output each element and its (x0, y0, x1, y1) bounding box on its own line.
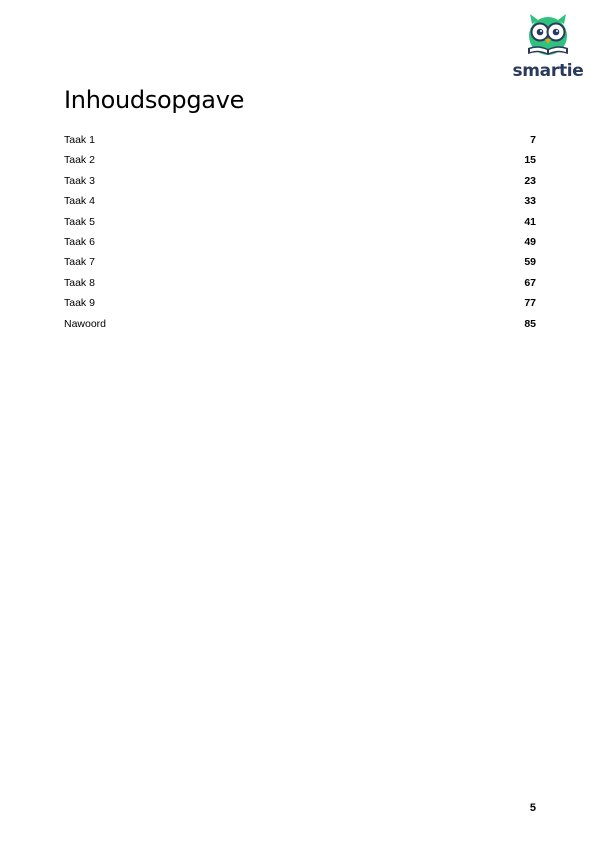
smartie-logo (512, 10, 584, 84)
toc-entry-label: Taak 9 (64, 297, 95, 310)
page-title: Inhoudsopgave (64, 86, 245, 115)
toc-entry-page: 85 (524, 317, 536, 330)
toc-entry-label: Taak 1 (64, 134, 95, 146)
toc-entry-page: 33 (524, 195, 536, 208)
table-of-contents (64, 131, 536, 335)
logo-wordmark: smartie (512, 61, 584, 81)
toc-entry-page: 23 (524, 174, 536, 187)
toc-entry-taak-9[interactable] (64, 294, 536, 314)
toc-entry-page: 77 (524, 297, 536, 310)
toc-entry-page: 7 (530, 134, 536, 146)
toc-entry-taak-8[interactable] (64, 274, 536, 294)
toc-entry-label: Taak 4 (64, 195, 95, 208)
toc-entry-taak-3[interactable] (64, 172, 536, 192)
toc-entry-label: Taak 7 (64, 256, 95, 269)
toc-entry-label: Taak 2 (64, 154, 95, 167)
toc-entry-taak-7[interactable] (64, 253, 536, 273)
toc-entry-taak-2[interactable] (64, 151, 536, 171)
toc-entry-page: 59 (524, 256, 536, 269)
toc-entry-page: 15 (524, 154, 536, 167)
toc-entry-label: Taak 3 (64, 174, 95, 187)
page-number: 5 (529, 802, 536, 814)
toc-entry-page: 41 (524, 215, 536, 228)
toc-entry-page: 49 (524, 235, 536, 248)
toc-entry-taak-1[interactable] (64, 131, 536, 151)
toc-entry-label: Taak 5 (64, 215, 95, 228)
toc-entry-page: 67 (524, 276, 536, 289)
toc-entry-nawoord[interactable] (64, 315, 536, 335)
toc-entry-label: Taak 8 (64, 276, 95, 289)
toc-entry-taak-6[interactable] (64, 233, 536, 253)
toc-entry-taak-4[interactable] (64, 192, 536, 212)
toc-entry-label: Taak 6 (64, 235, 95, 248)
toc-entry-taak-5[interactable] (64, 213, 536, 233)
toc-entry-label: Nawoord (64, 317, 107, 330)
owl-reading-book-icon (524, 10, 572, 58)
